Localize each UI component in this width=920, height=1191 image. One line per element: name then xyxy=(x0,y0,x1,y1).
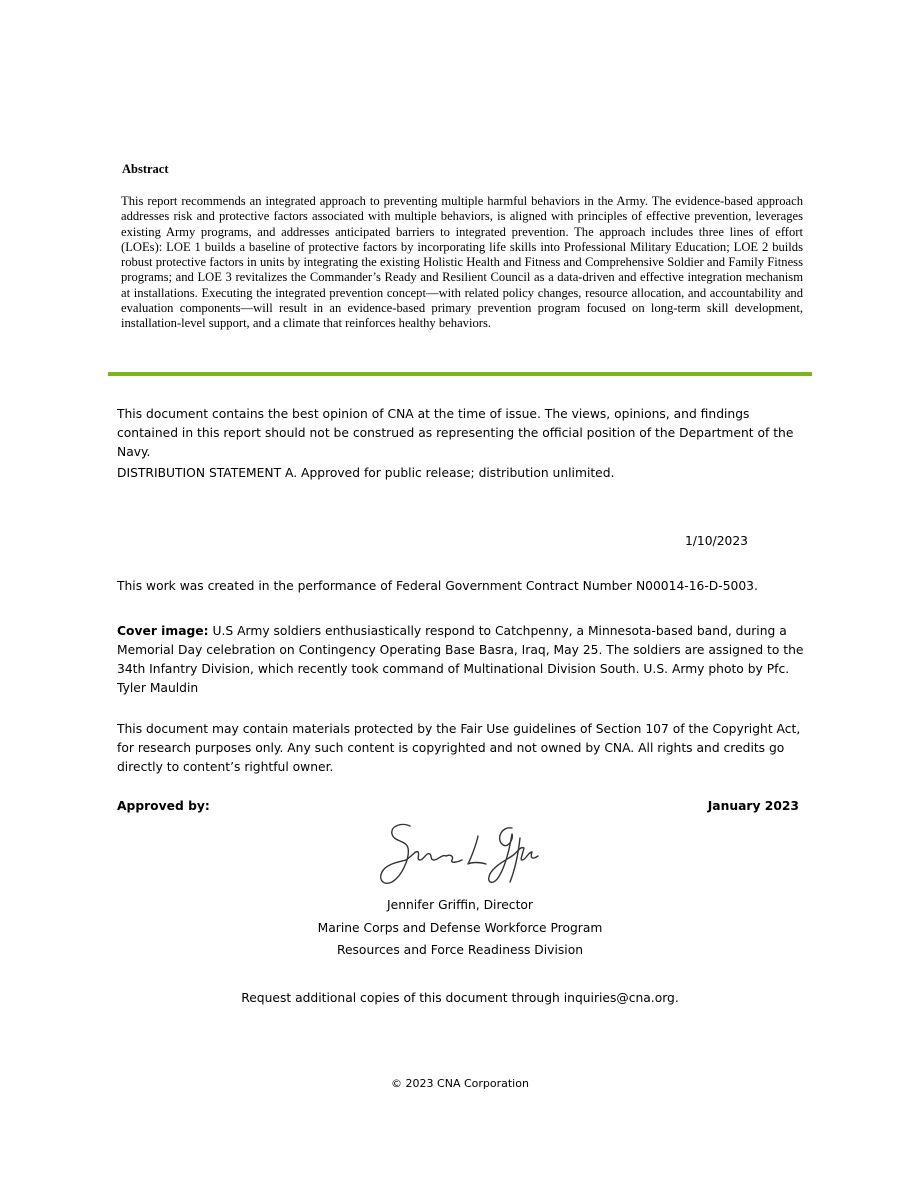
approved-by-label: Approved by: xyxy=(117,799,210,813)
abstract-heading: Abstract xyxy=(122,162,169,176)
green-divider xyxy=(108,372,812,376)
distribution-statement: DISTRIBUTION STATEMENT A. Approved for public release; distribution unlimited. xyxy=(117,466,615,480)
fair-use-paragraph: This document may contain materials protected by the Fair Use guidelines of Section 107 of the Copyright Act, for research purposes only. Any such content is copyrighted and not owned by CNA. All rights and credits go directly to content’s rightful owner. xyxy=(117,722,801,774)
signatory-program: Marine Corps and Defense Workforce Program xyxy=(317,921,603,935)
issue-date: 1/10/2023 xyxy=(684,534,748,548)
signature-image xyxy=(372,816,548,888)
request-copies-line: Request additional copies of this document through inquiries@cna.org. xyxy=(241,991,679,1005)
approval-date: January 2023 xyxy=(707,799,799,813)
disclaimer-paragraph: This document contains the best opinion of CNA at the time of issue. The views, opinions, and findings contained in this report should not be construed as representing the official position of the Department of the Navy. xyxy=(117,407,794,459)
copyright-footer: © 2023 CNA Corporation xyxy=(391,1077,529,1090)
signatory-division: Resources and Force Readiness Division xyxy=(336,943,584,957)
cover-image-text: U.S Army soldiers enthusiastically respond to Catchpenny, a Minnesota-based band, during a Memorial Day celebration on Contingency Operating Base Basra, Iraq, May 25. The soldiers are assigned to the 34th Infantry Division, which recently took command of Multinational Division South. U.S. Army photo by Pfc. Tyler Mauldin xyxy=(117,624,804,695)
abstract-body: This report recommends an integrated approach to preventing multiple harmful behaviors in the Army. The evidence-based approach addresses risk and protective factors associated with multiple behaviors, is aligned with principles of effective prevention, leverages existing Army programs, and addresses anticipated barriers to integrated prevention. The approach includes three lines of effort (LOEs): LOE 1 builds a baseline of protective factors by incorporating life skills into Professional Military Education; LOE 2 builds robust protective factors in units by integrating the existing Holistic Health and Fitness and Comprehensive Soldier and Family Fitness programs; and LOE 3 revitalizes the Commander’s Ready and Resilient Council as a data-driven and effective integration mechanism at installations. Executing the integrated prevention concept—with related policy changes, resource allocation, and accountability and evaluation components—will result in an evidence-based primary prevention program focused on long-term skill development, installation-level support, and a climate that reinforces healthy behaviors. xyxy=(121,194,803,331)
cover-image-paragraph xyxy=(117,622,809,698)
signatory-name: Jennifer Griffin, Director xyxy=(387,898,533,912)
cover-image-label: Cover image: xyxy=(117,624,209,638)
contract-paragraph: This work was created in the performance of Federal Government Contract Number N00014-16-D-5003. xyxy=(117,579,758,593)
